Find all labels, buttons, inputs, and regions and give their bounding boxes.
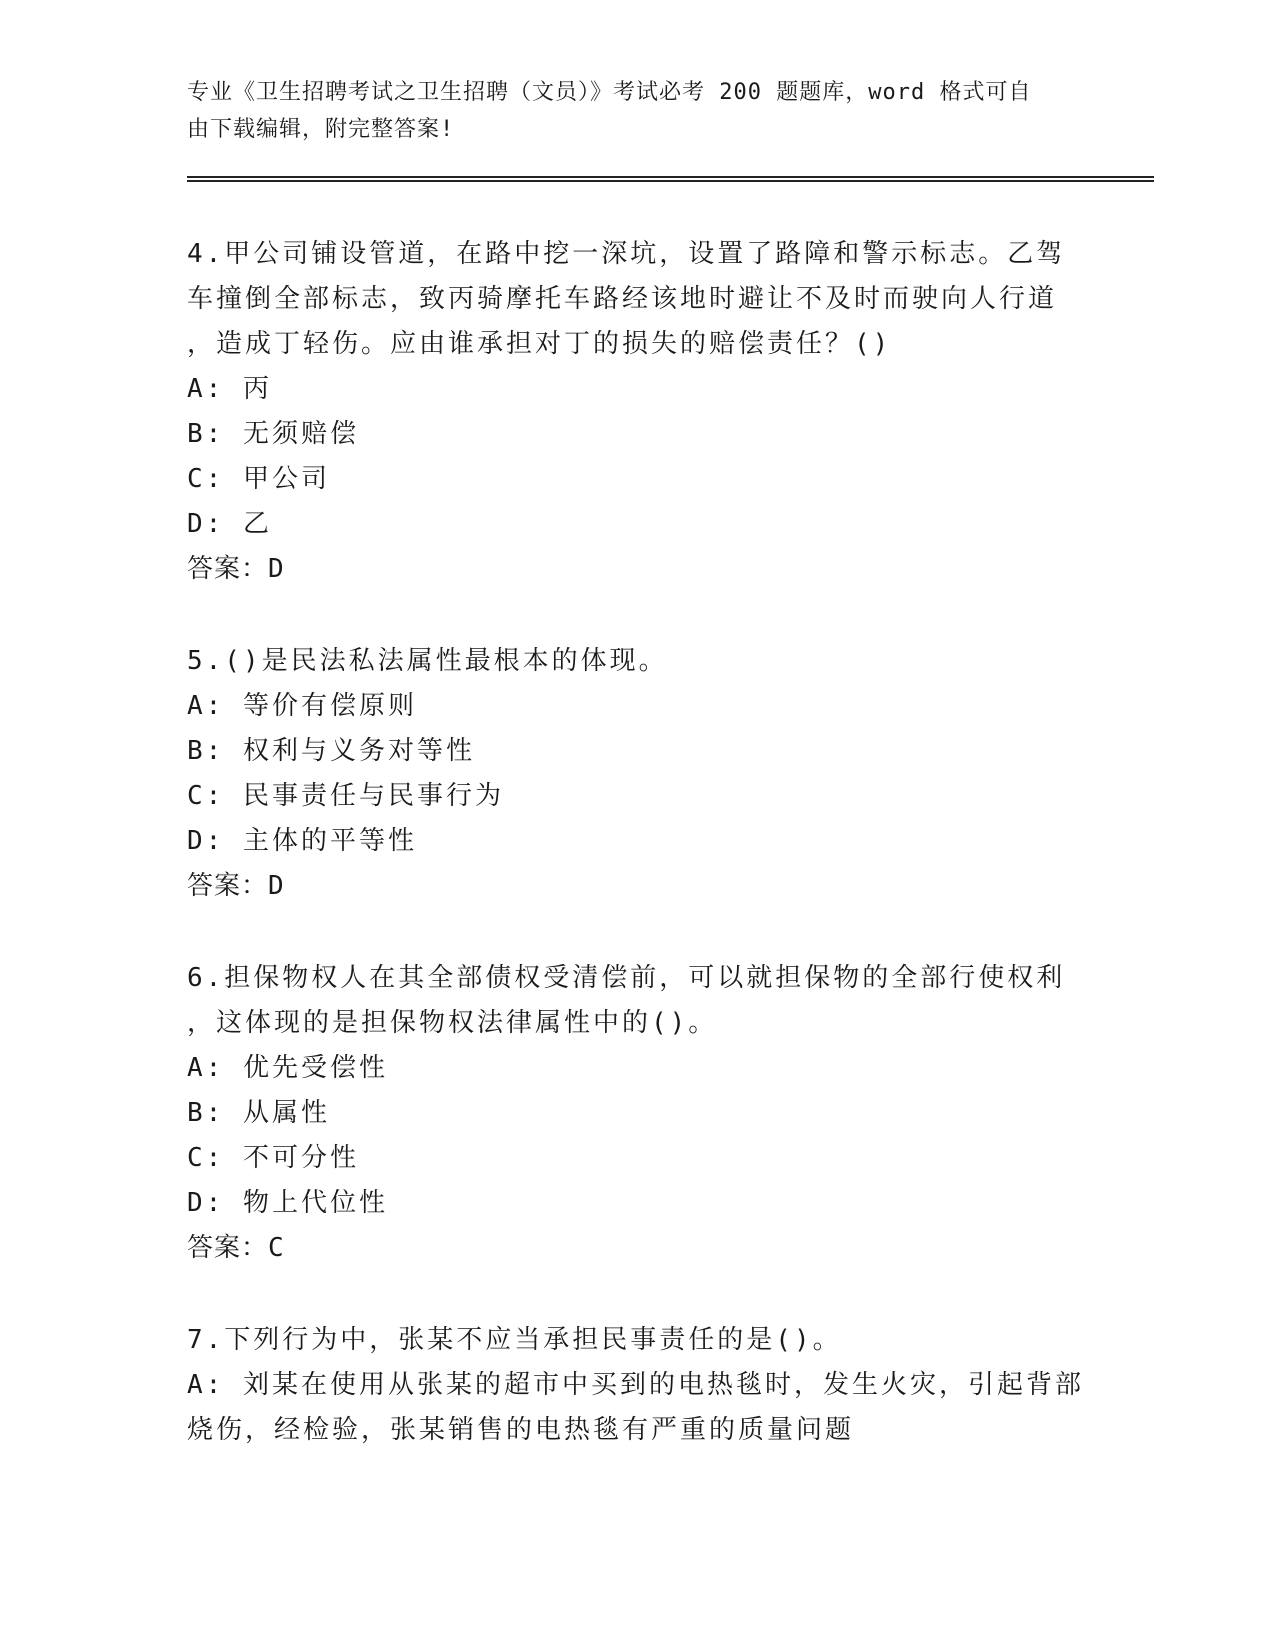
option-d: D: 物上代位性 (187, 1188, 388, 1218)
option-d: D: 主体的平等性 (187, 826, 417, 856)
option-a-line: A: 刘某在使用从张某的超市中买到的电热毯时，发生火灾，引起背部 (187, 1370, 1084, 1400)
option-b: B: 权利与义务对等性 (187, 736, 475, 766)
option-b: B: 无须赔偿 (187, 419, 359, 449)
question-text-line: 7.下列行为中，张某不应当承担民事责任的是()。 (187, 1325, 842, 1355)
answer (187, 547, 1087, 592)
question-text (187, 1318, 1087, 1363)
question-text-line: 5.()是民法私法属性最根本的体现。 (187, 646, 668, 676)
question-text (187, 232, 1087, 367)
option-b: B: 从属性 (187, 1098, 330, 1128)
question-text (187, 956, 1087, 1046)
answer (187, 864, 1087, 909)
question-list (187, 232, 1087, 1500)
answer-value: D (268, 871, 284, 901)
option-a: A: 丙 (187, 374, 272, 404)
option-c: C: 不可分性 (187, 1143, 359, 1173)
option-a: A: 优先受偿性 (187, 1053, 388, 1083)
option-a-line: 烧伤，经检验，张某销售的电热毯有严重的质量问题 (187, 1415, 855, 1445)
option-a (187, 1363, 1087, 1453)
option-list (187, 684, 1087, 864)
option-list (187, 367, 1087, 547)
option-list (187, 1046, 1087, 1226)
header-line-2: 由下载编辑，附完整答案! (187, 117, 455, 142)
question-4 (187, 232, 1087, 592)
answer-label: 答案： (187, 1233, 269, 1263)
question-text-line: ，造成丁轻伤。应由谁承担对丁的损失的赔偿责任？() (187, 329, 892, 359)
header-divider (187, 176, 1154, 182)
answer-label: 答案： (187, 554, 269, 584)
question-text-line: ，这体现的是担保物权法律属性中的()。 (187, 1008, 718, 1038)
question-text-line: 6.担保物权人在其全部债权受清偿前，可以就担保物的全部行使权利 (187, 963, 1066, 993)
question-7 (187, 1318, 1087, 1453)
option-d: D: 乙 (187, 509, 272, 539)
option-list (187, 1363, 1087, 1453)
answer-value: C (268, 1233, 284, 1263)
document-header (187, 74, 1067, 148)
header-line-1: 专业《卫生招聘考试之卫生招聘（文员）》考试必考 200 题题库，word 格式可自 (187, 80, 1032, 105)
question-5 (187, 639, 1087, 909)
question-text-line: 4.甲公司铺设管道，在路中挖一深坑，设置了路障和警示标志。乙驾 (187, 239, 1066, 269)
question-text (187, 639, 1087, 684)
answer (187, 1226, 1087, 1271)
question-text-line: 车撞倒全部标志，致丙骑摩托车路经该地时避让不及时而驶向人行道 (187, 284, 1058, 314)
option-c: C: 民事责任与民事行为 (187, 781, 504, 811)
question-6 (187, 956, 1087, 1271)
answer-label: 答案： (187, 871, 269, 901)
option-a: A: 等价有偿原则 (187, 691, 417, 721)
answer-value: D (268, 554, 284, 584)
option-c: C: 甲公司 (187, 464, 330, 494)
